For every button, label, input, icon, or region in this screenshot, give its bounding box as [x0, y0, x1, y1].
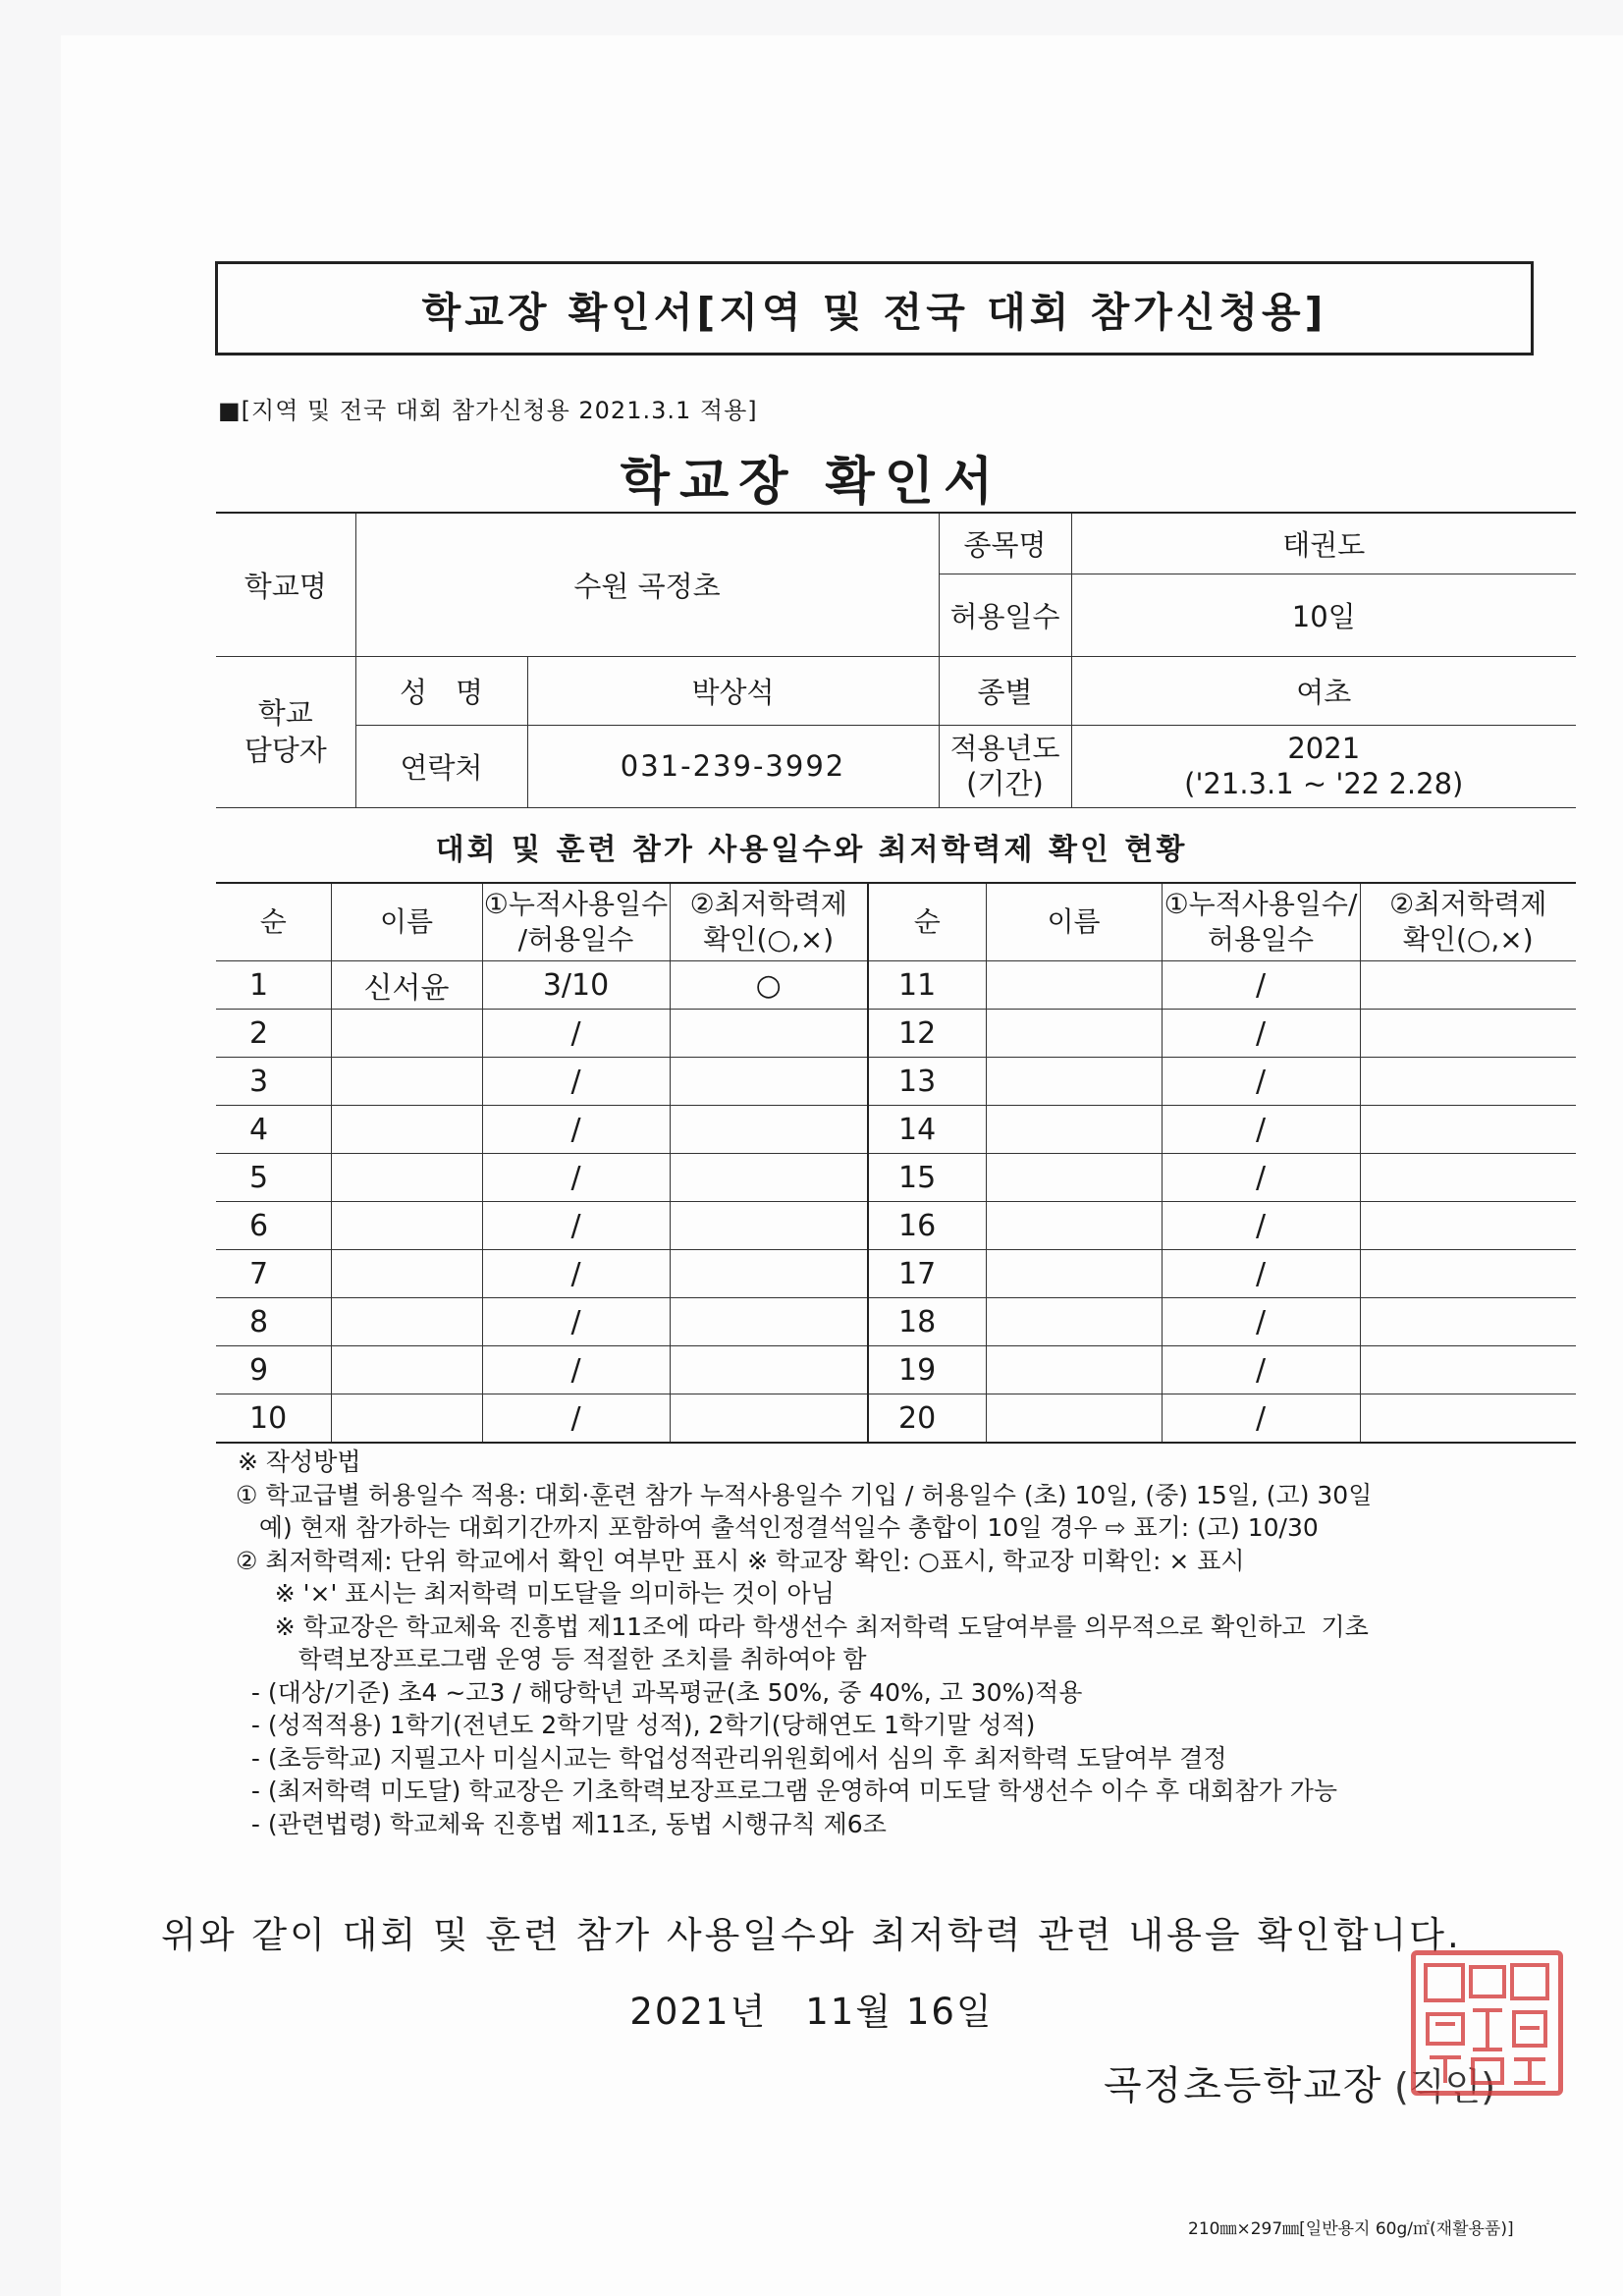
document-title: 학교장 확인서[지역 및 전국 대회 참가신청용] — [421, 288, 1327, 336]
manager-label-line1: 학교 — [257, 696, 313, 730]
table-row — [216, 1058, 1576, 1106]
notes-heading: ※ 작성방법 — [238, 1448, 361, 1476]
row-min-cell — [670, 1394, 868, 1444]
row-no-cell: 15 — [868, 1154, 986, 1202]
row-no-cell: 12 — [868, 1010, 986, 1058]
row-days-cell: / — [1162, 1154, 1360, 1202]
col-min-right-line2: 확인(○,×) — [1402, 923, 1534, 956]
table-row — [216, 1202, 1576, 1250]
contact-value: 031-239-3992 — [527, 725, 939, 807]
row-days-cell: / — [482, 1394, 670, 1444]
row-days-cell: / — [1162, 961, 1360, 1010]
row-min-cell — [1360, 961, 1576, 1010]
row-min-cell — [1360, 1250, 1576, 1298]
row-no-cell: 20 — [868, 1394, 986, 1444]
year-label-line1: 적용년도 — [949, 732, 1060, 765]
name-value: 박상석 — [527, 656, 939, 725]
sport-label: 종목명 — [939, 513, 1071, 574]
note-line: ① 학교급별 허용일수 적용: 대회·훈련 참가 누적사용일수 기입 / 허용일수 (초) 10일, (중) 15일, (고) 30일 — [236, 1480, 1373, 1509]
row-days-cell: / — [482, 1106, 670, 1154]
row-name-cell — [986, 1154, 1162, 1202]
note-line: ※ 학교장은 학교체육 진흥법 제11조에 따라 학생선수 최저학력 도달여부를 의무적으로 확인하고 기초 — [236, 1612, 1369, 1641]
row-days-cell: / — [1162, 1202, 1360, 1250]
table-row — [216, 961, 1576, 1010]
confirmation-statement: 위와 같이 대회 및 훈련 참가 사용일수와 최저학력 관련 내용을 확인합니다. — [161, 1914, 1462, 1956]
row-name-cell — [331, 1394, 482, 1444]
contact-label: 연락처 — [355, 725, 527, 807]
row-min-cell — [1360, 1058, 1576, 1106]
row-no-cell: 8 — [216, 1298, 331, 1346]
col-days-right — [1162, 883, 1360, 961]
table-row — [216, 1154, 1576, 1202]
col-min — [670, 883, 868, 961]
row-name-cell — [986, 961, 1162, 1010]
row-days-cell: / — [1162, 1346, 1360, 1394]
row-no-cell: 19 — [868, 1346, 986, 1394]
row-min-cell — [1360, 1010, 1576, 1058]
manager-label-line2: 담당자 — [243, 734, 327, 767]
col-days-right-line1: ①누적사용일수/ — [1163, 888, 1358, 920]
signer-title: 곡정초등학교장 — [1104, 2063, 1383, 2108]
row-no-cell: 3 — [216, 1058, 331, 1106]
seal-placeholder: (직인) — [1394, 2065, 1496, 2108]
row-no-cell: 13 — [868, 1058, 986, 1106]
row-name-cell — [331, 1154, 482, 1202]
name-label: 성 명 — [355, 656, 527, 725]
row-no-cell: 2 — [216, 1010, 331, 1058]
table-row — [216, 1394, 1576, 1444]
note-line: 학력보장프로그램 운영 등 적절한 조치를 취하여야 함 — [236, 1645, 867, 1673]
document-title-box — [215, 261, 1534, 355]
row-days-cell: / — [1162, 1394, 1360, 1444]
note-line: - (최저학력 미도달) 학교장은 기초학력보장프로그램 운영하여 미도달 학생선수 이수 후 대회참가 가능 — [236, 1777, 1337, 1805]
official-seal-stamp — [1411, 1950, 1563, 2096]
row-no-cell: 10 — [216, 1394, 331, 1444]
table-row — [216, 1250, 1576, 1298]
allowed-days-label: 허용일수 — [939, 574, 1071, 656]
manager-label — [216, 656, 355, 807]
year-label-line2: (기간) — [966, 767, 1044, 800]
row-days-cell: 3/10 — [482, 961, 670, 1010]
status-table-header — [216, 883, 1576, 961]
school-info-table — [216, 512, 1576, 808]
row-days-cell: / — [482, 1154, 670, 1202]
row-no-cell: 5 — [216, 1154, 331, 1202]
row-name-cell — [986, 1298, 1162, 1346]
row-days-cell: / — [1162, 1058, 1360, 1106]
year-text: 2021 — [1287, 732, 1361, 765]
note-line: - (관련법령) 학교체육 진흥법 제11조, 동법 시행규칙 제6조 — [236, 1809, 887, 1838]
note-line: ※ '×' 표시는 최저학력 미도달을 의미하는 것이 아님 — [236, 1579, 835, 1608]
category-label: 종별 — [939, 656, 1071, 725]
table-row — [216, 1010, 1576, 1058]
row-min-cell — [1360, 1106, 1576, 1154]
col-days-right-line2: 허용일수 — [1207, 923, 1315, 956]
row-no-cell: 7 — [216, 1250, 331, 1298]
col-min-right-line1: ②최저학력제 — [1389, 888, 1547, 920]
row-min-cell — [1360, 1298, 1576, 1346]
writing-instructions — [236, 1446, 1581, 1840]
school-name-value: 수원 곡정초 — [355, 513, 939, 656]
row-min-cell — [670, 1010, 868, 1058]
row-days-cell: / — [1162, 1250, 1360, 1298]
note-line: ② 최저학력제: 단위 학교에서 확인 여부만 표시 ※ 학교장 확인: ○표시, 학교장 미확인: × 표시 — [236, 1546, 1245, 1575]
status-table — [216, 882, 1576, 1444]
note-line: - (성적적용) 1학기(전년도 2학기말 성적), 2학기(당해연도 1학기말 성적) — [236, 1711, 1036, 1739]
row-min-cell — [670, 1154, 868, 1202]
period-text: ('21.3.1 ~ '22 2.28) — [1184, 767, 1464, 800]
row-name-cell — [986, 1394, 1162, 1444]
row-days-cell: / — [482, 1202, 670, 1250]
row-name-cell — [331, 1202, 482, 1250]
row-no-cell: 17 — [868, 1250, 986, 1298]
row-days-cell: / — [482, 1298, 670, 1346]
row-days-cell: / — [1162, 1298, 1360, 1346]
note-line: - (대상/기준) 초4 ~고3 / 해당학년 과목평균(초 50%, 중 40%, 고 30%)적용 — [236, 1677, 1083, 1707]
col-days-line1: ①누적사용일수 — [483, 888, 669, 920]
row-name-cell — [331, 1250, 482, 1298]
row-no-cell: 14 — [868, 1106, 986, 1154]
row-days-cell: / — [1162, 1106, 1360, 1154]
row-min-cell — [670, 1298, 868, 1346]
allowed-days-value: 10일 — [1071, 574, 1576, 656]
row-min-cell: ○ — [670, 961, 868, 1010]
paper-specification: 210㎜×297㎜[일반용지 60g/㎡(재활용품)] — [1188, 2219, 1514, 2239]
row-days-cell: / — [482, 1010, 670, 1058]
application-subheading: ■[지역 및 전국 대회 참가신청용 2021.3.1 적용] — [218, 397, 758, 424]
col-no-right: 순 — [868, 883, 986, 961]
row-no-cell: 16 — [868, 1202, 986, 1250]
row-min-cell — [1360, 1154, 1576, 1202]
table-row — [216, 1346, 1576, 1394]
row-days-cell: / — [482, 1346, 670, 1394]
row-name-cell — [986, 1202, 1162, 1250]
row-name-cell — [986, 1346, 1162, 1394]
row-name-cell — [986, 1106, 1162, 1154]
row-name-cell: 신서윤 — [331, 961, 482, 1010]
row-name-cell — [331, 1010, 482, 1058]
col-name: 이름 — [331, 883, 482, 961]
main-title: 학교장 확인서 — [620, 453, 1003, 512]
row-min-cell — [1360, 1202, 1576, 1250]
school-name-label: 학교명 — [216, 513, 355, 656]
row-no-cell: 4 — [216, 1106, 331, 1154]
table-row — [216, 1106, 1576, 1154]
year-value — [1071, 725, 1576, 807]
issue-date: 2021년 11월 16일 — [629, 1991, 994, 2033]
category-value: 여초 — [1071, 656, 1576, 725]
row-min-cell — [1360, 1346, 1576, 1394]
row-min-cell — [1360, 1394, 1576, 1444]
note-line: - (초등학교) 지필고사 미실시교는 학업성적관리위원회에서 심의 후 최저학력 도달여부 결정 — [236, 1743, 1227, 1773]
note-line: 예) 현재 참가하는 대회기간까지 포함하여 출석인정결석일수 총합이 10일 경우 ⇨ 표기: (고) 10/30 — [236, 1513, 1319, 1542]
row-min-cell — [670, 1202, 868, 1250]
row-days-cell: / — [1162, 1010, 1360, 1058]
row-name-cell — [331, 1106, 482, 1154]
row-no-cell: 18 — [868, 1298, 986, 1346]
row-no-cell: 9 — [216, 1346, 331, 1394]
col-name-right: 이름 — [986, 883, 1162, 961]
row-days-cell: / — [482, 1058, 670, 1106]
row-name-cell — [331, 1058, 482, 1106]
row-name-cell — [986, 1058, 1162, 1106]
sport-value: 태권도 — [1071, 513, 1576, 574]
col-min-right — [1360, 883, 1576, 961]
seal-stamp-icon — [1416, 1955, 1558, 2091]
row-min-cell — [670, 1250, 868, 1298]
status-section-title: 대회 및 훈련 참가 사용일수와 최저학력제 확인 현황 — [435, 833, 1188, 867]
row-name-cell — [986, 1010, 1162, 1058]
row-no-cell: 11 — [868, 961, 986, 1010]
col-no: 순 — [216, 883, 331, 961]
col-days — [482, 883, 670, 961]
row-min-cell — [670, 1106, 868, 1154]
row-name-cell — [331, 1346, 482, 1394]
row-min-cell — [670, 1346, 868, 1394]
row-days-cell: / — [482, 1250, 670, 1298]
col-days-line2: /허용일수 — [517, 923, 634, 956]
col-min-line2: 확인(○,×) — [703, 923, 835, 956]
row-min-cell — [670, 1058, 868, 1106]
row-name-cell — [331, 1298, 482, 1346]
col-min-line1: ②최저학력제 — [689, 888, 847, 920]
row-no-cell: 6 — [216, 1202, 331, 1250]
row-no-cell: 1 — [216, 961, 331, 1010]
year-label — [939, 725, 1071, 807]
table-row — [216, 1298, 1576, 1346]
row-name-cell — [986, 1250, 1162, 1298]
